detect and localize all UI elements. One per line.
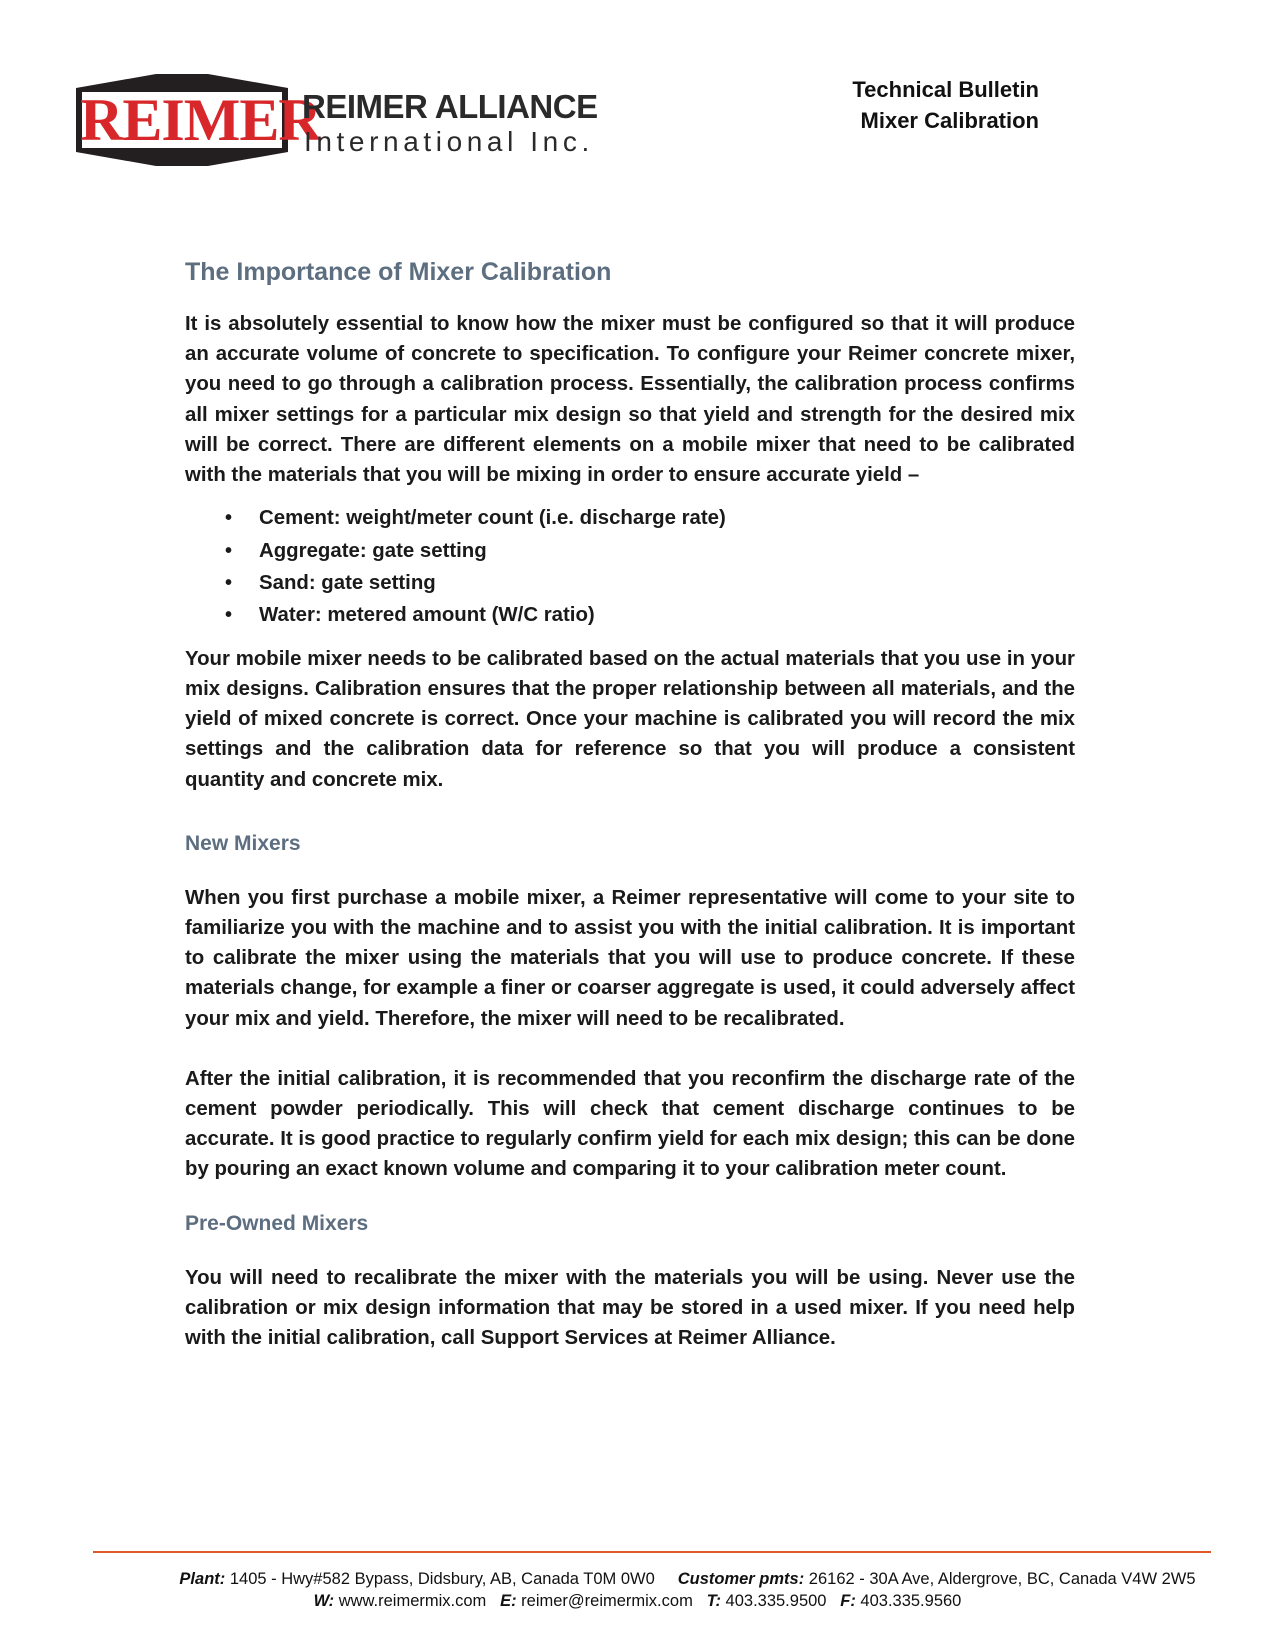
logo-mark-text: REIMER: [80, 87, 321, 153]
list-item: • Aggregate: gate setting: [259, 535, 1075, 567]
page-footer: [0, 1568, 1275, 1612]
intro-paragraph: It is absolutely essential to know how the mixer must be configured so that it will produce an accurate volume of concrete to specification. To configure your Reimer concrete mixer, you need to go through a calibration process. Essentially, the calibration process confirms all mixer settings for a particular mix design so that yield and strength for the desired mix will be correct. There are different elements on a mobile mixer that need to be calibrated with the materials that you will be mixing in order to ensure accurate yield –: [185, 313, 1075, 487]
fax-number: 403.335.9560: [855, 1592, 962, 1610]
payments-label: Customer pmts:: [677, 1570, 805, 1588]
footer-addresses: [0, 1568, 1275, 1590]
bullet-icon: •: [225, 604, 233, 627]
company-logo: [76, 74, 616, 174]
bullet-icon: •: [225, 572, 233, 595]
plant-address: 1405 - Hwy#582 Bypass, Didsbury, AB, Canada T0M 0W0: [225, 1570, 655, 1588]
web-label: W:: [313, 1592, 335, 1610]
new-mixers-paragraph-2: After the initial calibration, it is recommended that you reconfirm the discharge rate of the cement powder periodically. This will check that cement discharge continues to be accurate. It is good practice to regularly confirm yield for each mix design; this can be done by pouring an exact known volume and comparing it to your calibration meter count.: [185, 1067, 1075, 1181]
page-title: The Importance of Mixer Calibration: [185, 258, 612, 286]
bulletin-type: Technical Bulletin: [852, 77, 1039, 102]
bulletin-header: [852, 74, 1039, 136]
preowned-mixers-paragraph: You will need to recalibrate the mixer with the materials you will be using. Never use the calibration or mix design information that may be stored in a used mixer. If you need help with the initial calibration, call Support Services at Reimer Alliance.: [185, 1266, 1075, 1350]
plant-label: Plant:: [179, 1570, 226, 1588]
email-label: E:: [500, 1592, 517, 1610]
bullet-icon: •: [225, 539, 233, 562]
bullet-icon: •: [225, 507, 233, 530]
list-item: • Water: metered amount (W/C ratio): [259, 599, 1075, 631]
calibration-elements-list: [185, 502, 1075, 632]
logo-company-subtitle: International Inc.: [304, 126, 594, 157]
logo-company-name: REIMER ALLIANCE: [302, 88, 598, 125]
telephone-number: 403.335.9500: [720, 1592, 827, 1610]
preowned-mixers-heading: Pre-Owned Mixers: [185, 1211, 369, 1235]
new-mixers-paragraph-1: When you first purchase a mobile mixer, a Reimer representative will come to your site to familiarize you with the machine and to assist you with the initial calibration. It is important to calibrate the mixer using the materials that you will use to produce concrete. If these materials change, for example a finer or coarser aggregate is used, it could adversely affect your mix and yield. Therefore, the mixer will need to be recalibrated.: [185, 886, 1075, 1030]
calibration-paragraph: Your mobile mixer needs to be calibrated based on the actual materials that you use in your mix designs. Calibration ensures that the proper relationship between all materials, and the yield of mixed concrete is correct. Once your machine is calibrated you will record the mix settings and the calibration data for reference so that you will produce a consistent quantity and concrete mix.: [185, 647, 1075, 791]
new-mixers-heading: New Mixers: [185, 831, 301, 855]
payments-address: 26162 - 30A Ave, Aldergrove, BC, Canada V4W 2W5: [804, 1570, 1196, 1588]
fax-label: F:: [840, 1592, 856, 1610]
website: www.reimermix.com: [334, 1592, 487, 1610]
email-address: reimer@reimermix.com: [516, 1592, 693, 1610]
document-body: [185, 255, 1075, 1353]
footer-contacts: [0, 1590, 1275, 1612]
telephone-label: T:: [706, 1592, 721, 1610]
list-item: • Cement: weight/meter count (i.e. discharge rate): [259, 502, 1075, 534]
footer-divider: [93, 1551, 1211, 1553]
list-item: • Sand: gate setting: [259, 567, 1075, 599]
bulletin-topic: Mixer Calibration: [860, 108, 1039, 133]
